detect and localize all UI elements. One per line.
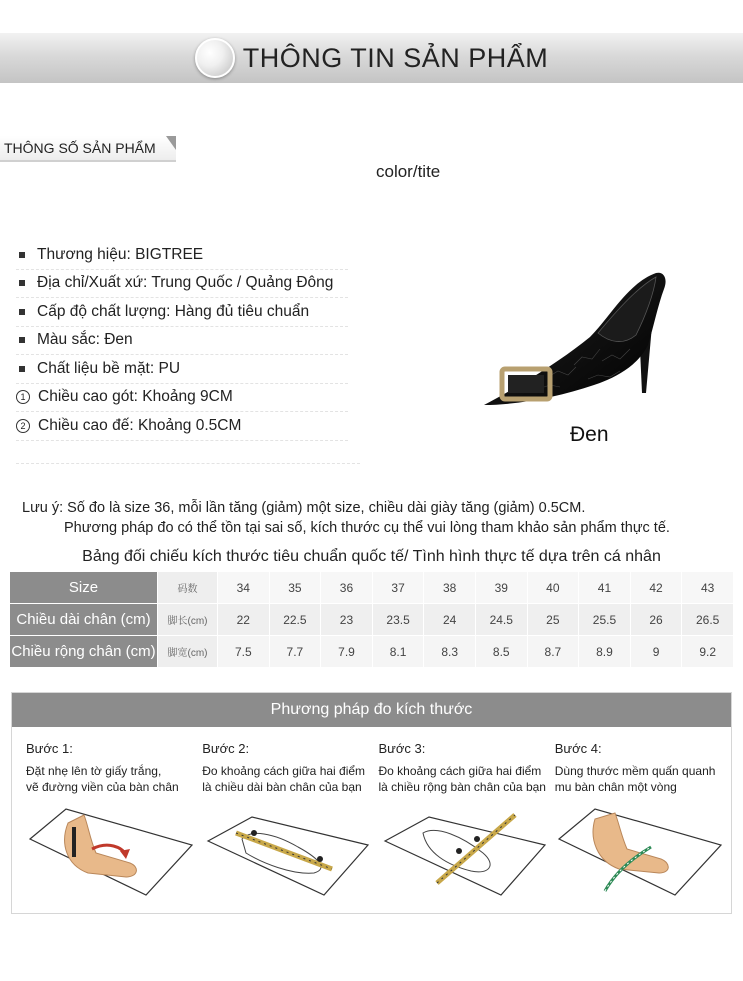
step-title: Bước 2: — [202, 741, 250, 756]
step-title: Bước 1: — [26, 741, 73, 756]
step-description — [202, 763, 370, 805]
square-bullet-icon — [19, 337, 25, 343]
square-bullet-icon — [19, 252, 25, 258]
table-cell: 39 — [475, 572, 527, 604]
table-cell: 7.5 — [218, 636, 270, 668]
row-subheader: 脚宽(cm) — [158, 636, 218, 668]
table-cell: 24 — [424, 604, 476, 636]
page-title: THÔNG TIN SẢN PHẨM — [242, 42, 549, 73]
spec-material — [16, 355, 348, 384]
table-cell: 26 — [630, 604, 682, 636]
square-bullet-icon — [19, 366, 25, 372]
spec-heel-height — [16, 384, 348, 413]
size-table — [9, 571, 734, 668]
color-name-label: Đen — [570, 423, 609, 446]
foot-outline-illustration — [26, 803, 196, 903]
spec-text: Chất liệu bề mặt: PU — [37, 359, 181, 377]
ruler-width-illustration — [379, 803, 549, 903]
step-description — [26, 763, 194, 805]
circle-icon — [195, 38, 235, 78]
table-row — [10, 572, 734, 604]
size-table-title: Bảng đối chiếu kích thước tiêu chuẩn quốc tế/ Tình hình thực tế dựa trên cá nhân — [82, 548, 661, 565]
header-banner — [0, 33, 743, 83]
spec-text: Màu sắc: Đen — [37, 331, 133, 349]
spec-text: Địa chỉ/Xuất xứ: Trung Quốc / Quảng Đông — [37, 274, 334, 292]
table-cell: 25.5 — [579, 604, 631, 636]
table-cell: 41 — [579, 572, 631, 604]
step-4 — [555, 741, 723, 903]
table-cell: 8.7 — [527, 636, 579, 668]
spec-text: Cấp độ chất lượng: Hàng đủ tiêu chuẩn — [37, 302, 310, 320]
spec-text: Chiều cao gót: Khoảng 9CM — [38, 388, 233, 406]
spec-sole-height — [16, 412, 348, 441]
table-row — [10, 636, 734, 668]
table-cell: 7.9 — [321, 636, 373, 668]
spec-quality — [16, 298, 348, 327]
table-cell: 8.3 — [424, 636, 476, 668]
note-line: Phương pháp đo có thể tồn tại sai số, kích thước cụ thể vui lòng tham khảo sản phẩm thực tế. — [64, 520, 670, 536]
table-cell: 37 — [372, 572, 424, 604]
row-header: Chiều dài chân (cm) — [10, 604, 158, 636]
row-subheader: 脚长(cm) — [158, 604, 218, 636]
table-cell: 23.5 — [372, 604, 424, 636]
circled-number-icon: 2 — [16, 419, 30, 433]
measurement-method-panel — [11, 692, 732, 914]
step-description-line: mu bàn chân một vòng — [554, 780, 677, 794]
table-row — [10, 604, 734, 636]
section-tab-label: THÔNG SỐ SẢN PHẨM — [4, 140, 156, 156]
row-header: Chiều rộng chân (cm) — [10, 636, 158, 668]
table-cell: 26.5 — [682, 604, 734, 636]
step-description-line: Đo khoảng cách giữa hai điểm — [202, 764, 366, 778]
table-cell: 42 — [630, 572, 682, 604]
table-cell: 35 — [269, 572, 321, 604]
color-label: color/tite — [376, 162, 441, 181]
spec-brand — [16, 241, 348, 270]
step-1 — [26, 741, 194, 903]
table-cell: 8.9 — [579, 636, 631, 668]
step-3 — [379, 741, 547, 903]
table-cell: 24.5 — [475, 604, 527, 636]
step-title: Bước 4: — [554, 741, 602, 756]
row-header: Size — [10, 572, 158, 604]
table-cell: 8.1 — [372, 636, 424, 668]
table-cell: 22.5 — [269, 604, 321, 636]
table-cell: 9 — [630, 636, 682, 668]
table-cell: 8.5 — [475, 636, 527, 668]
step-description-line: Dùng thước mềm quấn quanh — [554, 764, 716, 778]
square-bullet-icon — [19, 309, 25, 315]
step-description — [555, 763, 723, 805]
table-cell: 38 — [424, 572, 476, 604]
table-cell: 9.2 — [682, 636, 734, 668]
table-cell: 36 — [321, 572, 373, 604]
spec-text: Chiều cao đế: Khoảng 0.5CM — [38, 416, 242, 434]
square-bullet-icon — [19, 280, 25, 286]
method-title: Phương pháp đo kích thước — [12, 693, 731, 727]
step-description-line: vẽ đường viền của bàn chân — [26, 780, 179, 794]
step-2 — [202, 741, 370, 903]
circled-number-icon: 1 — [16, 390, 30, 404]
step-description-line: là chiều dài bàn chân của bạn — [202, 780, 362, 794]
shoe-image — [478, 265, 674, 415]
table-cell: 23 — [321, 604, 373, 636]
step-description-line: là chiều rộng bàn chân của bạn — [378, 780, 546, 794]
row-subheader: 码数 — [158, 572, 218, 604]
tape-around-foot-illustration — [555, 803, 725, 903]
step-description-line: Đặt nhẹ lên tờ giấy trắng, — [26, 764, 162, 778]
table-cell: 34 — [218, 572, 270, 604]
spec-text: Thương hiệu: BIGTREE — [37, 245, 204, 263]
table-cell: 22 — [218, 604, 270, 636]
table-cell: 43 — [682, 572, 734, 604]
table-cell: 7.7 — [269, 636, 321, 668]
steps-row — [26, 741, 723, 903]
spec-color — [16, 327, 348, 356]
section-tab — [0, 136, 176, 162]
spec-list — [16, 241, 348, 441]
step-description — [379, 763, 547, 805]
table-cell: 25 — [527, 604, 579, 636]
step-description-line: Đo khoảng cách giữa hai điểm — [378, 764, 542, 778]
table-cell: 40 — [527, 572, 579, 604]
note-line: Lưu ý: Số đo là size 36, mỗi lần tăng (giảm) một size, chiều dài giày tăng (giảm) 0.5CM. — [22, 500, 586, 516]
corner-triangle-icon — [166, 136, 176, 150]
ruler-length-illustration — [202, 803, 372, 903]
spec-origin — [16, 270, 348, 299]
step-title: Bước 3: — [378, 741, 426, 756]
divider — [16, 463, 360, 464]
